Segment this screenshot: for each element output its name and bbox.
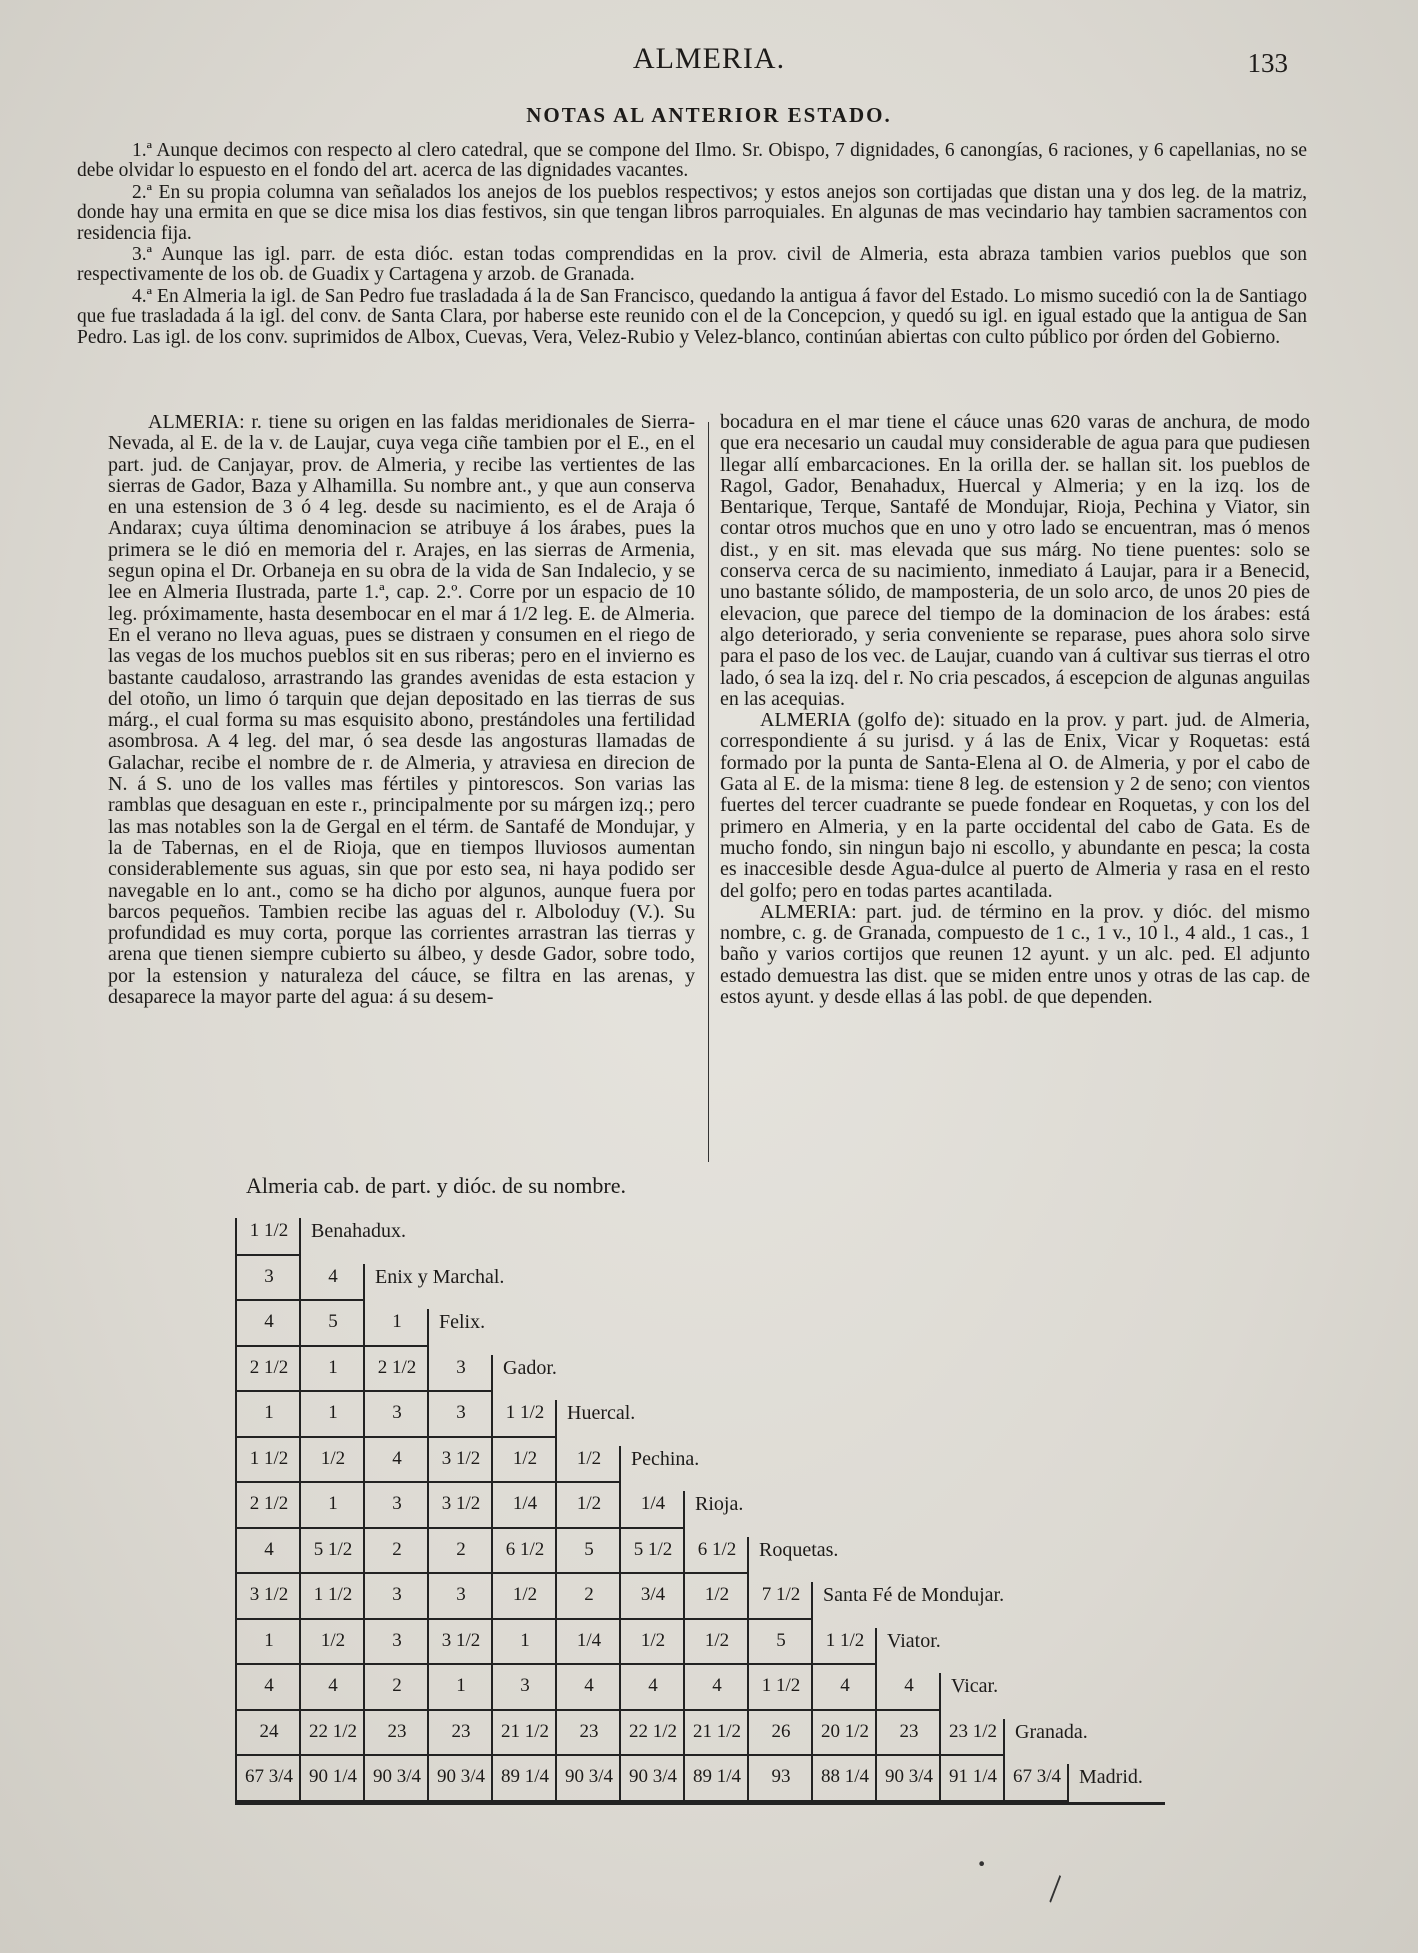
note-3: 3.ª Aunque las igl. parr. de esta dióc. estan todas comprendidas en la prov. civil de Almeria, esta abraza tambien varios pueblos que son respectivamente de los ob. de Guadix y Cartagena y arzob. de Granada. <box>77 244 1307 286</box>
town-name: Madrid. <box>1079 1766 1143 1788</box>
table-cell: 89 1/4 <box>692 1766 742 1787</box>
table-cell: 90 1/4 <box>308 1766 358 1787</box>
table-cell: 3 1/2 <box>441 1629 481 1651</box>
column-divider <box>708 422 709 1162</box>
table-cell: 1 <box>264 1402 274 1423</box>
table-cell: 90 3/4 <box>564 1766 614 1787</box>
table-cell: 1/2 <box>320 1629 346 1651</box>
table-cell: 1 <box>328 1402 338 1423</box>
table-cell: 23 <box>899 1720 919 1742</box>
town-name: Benahadux. <box>311 1220 406 1242</box>
table-caption: Almeria cab. de part. y dióc. de su nombre. <box>246 1173 626 1198</box>
table-cell: 3 <box>264 1265 274 1287</box>
page-number: 133 <box>1247 48 1288 78</box>
table-cell: 4 <box>648 1675 658 1696</box>
gulf-almeria-entry: ALMERIA (golfo de): situado en la prov. y part. jud. de Almeria, correspondiente á su jurisd. y á las de Enix, Vicar y Roquetas: está formado por la punta de Santa-Elena al O. de Almeria, y por el cabo de Gata al E. de la misma: tiene 8 leg. de estension y 2 de seno; con vientos fuertes del tercer cuadrante se puede fondear en Roquetas, y con los del primero en Almeria, y en la parte occidental del cabo de Gata. Es de mucho fondo, sin ningun bajo ni escollo, y abundante en pesca; la costa es inaccesible desde Agua-dulce al puerto de Almeria y rasa en el resto del golfo; pero en todas partes acantilada. <box>720 709 1310 902</box>
table-column-rule <box>427 1309 429 1802</box>
river-almeria-entry: ALMERIA: r. tiene su origen en las faldas meridionales de Sierra-Nevada, al E. de la v. de Laujar, cuya vega ciñe tambien por el E., en el part. jud. de Canjayar, prov. de Almeria, y recibe las vertientes de las sierras de Gador, Baza y Alhamilla. Su nombre ant., y que aun conserva en una estension de 3 ó 4 leg. desde su nacimiento, es el de Araja ó Andarax; cuya última denominacion se atribuye á los árabes, pues la primera se le dió en memoria del r. Arajes, en las sierras de Armenia, segun opina el Dr. Orbaneja en su obra de la vida de San Indalecio, y se lee en Almeria Ilustrada, parte 1.ª, cap. 2.º. Corre por un espacio de 10 leg. próximamente, hasta desembocar en el mar á 1/2 leg. E. de Almeria. En el verano no lleva aguas, pues se distraen y consumen en el riego de las vegas de los muchos pueblos sit en sus riberas; pero en el invierno es bastante caudaloso, arrastrando las grandes avenidas de esta estacion y del otoño, un limo ó tarquin que dejan depositado en las tierras de sus márg., el cual forma su mas esquisito abono, prestándoles una fertilidad asombrosa. A 4 leg. del mar, ó sea desde las angosturas llamadas de Galachar, recibe el nombre de r. de Almeria, y atraviesa en direcion de N. á S. uno de los valles mas fértiles y pintorescos. Son varias las ramblas que desaguan en este r., principalmente por su márgen izq.; pero las mas notables son la de Gergal en el térm. de Santafé de Mondujar, y la de Tabernas, en el de Rioja, que en tiempos lluviosos aumentan considerablemente sus aguas, sin que por esto sea, ni haya podido ser navegable en lo ant., como se ha dicho por algunos, aunque fuera por barcos pequeños. Tambien recibe las aguas del r. Alboloduy (V.). Su profundidad es muy corta, porque las corrientes arrastran las tierras y arena que tienen siempre cubierto su álbeo, y desde Gador, sobre todo, por la estension y naturaleza del cáuce, se filtra en las arenas, y desaparece la mayor parte del agua: á su desem- <box>108 411 695 1009</box>
table-column-rule <box>235 1218 237 1802</box>
table-cell: 90 3/4 <box>372 1766 422 1787</box>
table-cell: 3 <box>392 1584 402 1605</box>
table-cell: 5 <box>328 1311 338 1332</box>
town-name: Vicar. <box>951 1675 999 1697</box>
district-almeria-entry: ALMERIA: part. jud. de término en la prov. y dióc. del mismo nombre, c. g. de Granada, compuesto de 1 c., 1 v., 10 l., 4 ald., 1 cas., 1 baño y varios cortijos que reunen 12 ayunt. y un alc. ped. El adjunto estado demuestra las dist. que se miden entre unos y otras de las cap. de estos ayunt. y desde ellas á las pobl. de que dependen. <box>720 900 1310 1009</box>
page-header <box>0 42 1418 88</box>
town-name: Viator. <box>887 1629 941 1652</box>
table-cell: 1 <box>328 1356 338 1378</box>
table-cell: 3 <box>456 1584 466 1605</box>
table-cell: 2 1/2 <box>377 1356 417 1378</box>
table-cell: 23 <box>387 1720 407 1742</box>
table-cell: 67 3/4 <box>244 1766 294 1787</box>
table-cell: 2 <box>392 1675 402 1696</box>
right-column <box>720 412 1310 1008</box>
table-cell: 6 1/2 <box>505 1538 545 1560</box>
table-cell: 3 <box>392 1493 402 1514</box>
table-cell: 4 <box>392 1447 402 1469</box>
table-cell: 2 1/2 <box>249 1356 289 1378</box>
table-cell: 4 <box>840 1675 850 1696</box>
town-name: Felix. <box>439 1311 486 1333</box>
town-name: Gador. <box>503 1356 557 1379</box>
table-column-rule <box>747 1537 749 1802</box>
table-cell: 1 1/2 <box>825 1629 865 1651</box>
table-cell: 4 <box>584 1675 594 1696</box>
table-cell: 1/2 <box>704 1629 730 1651</box>
table-bottom-rule <box>235 1802 1165 1805</box>
table-cell: 93 <box>771 1766 791 1787</box>
table-cell: 91 1/4 <box>948 1766 998 1787</box>
table-cell: 3 <box>392 1402 402 1423</box>
table-cell: 1/2 <box>320 1447 346 1469</box>
table-cell: 26 <box>771 1720 791 1742</box>
table-cell: 4 <box>904 1675 914 1696</box>
town-name: Santa Fé de Mondujar. <box>823 1584 1005 1606</box>
ink-mark: \ <box>1036 1867 1075 1910</box>
left-column <box>108 412 695 1008</box>
running-title: ALMERIA. <box>632 42 786 75</box>
table-cell: 1 <box>328 1493 338 1514</box>
note-1: 1.ª Aunque decimos con respecto al clero catedral, que se compone del Ilmo. Sr. Obispo, 7 dignidades, 6 canongías, 6 raciones, y 6 capellanias, no se debe olvidar lo espuesto en el fondo del art. acerca de las dignidades vacantes. <box>77 140 1307 182</box>
town-name: Roquetas. <box>759 1538 839 1561</box>
table-cell: 4 <box>712 1675 722 1696</box>
town-name: Enix y Marchal. <box>375 1265 505 1288</box>
table-cell: 3 1/2 <box>249 1584 289 1605</box>
table-cell: 4 <box>264 1675 274 1696</box>
table-cell: 2 <box>456 1538 466 1560</box>
table-column-rule <box>491 1355 493 1802</box>
table-cell: 4 <box>264 1311 274 1332</box>
table-cell: 89 1/4 <box>500 1766 550 1787</box>
table-column-rule <box>555 1400 557 1802</box>
table-cell: 1/2 <box>576 1493 602 1514</box>
table-cell: 1 1/2 <box>505 1402 545 1423</box>
table-cell: 20 1/2 <box>820 1720 870 1742</box>
table-cell: 90 3/4 <box>436 1766 486 1787</box>
table-cell: 7 1/2 <box>761 1584 801 1605</box>
table-cell: 1 <box>456 1675 466 1696</box>
table-column-rule <box>363 1264 365 1802</box>
table-column-rule <box>1003 1719 1005 1802</box>
table-cell: 1 1/2 <box>249 1220 289 1241</box>
table-cell: 2 <box>584 1584 594 1605</box>
table-cell: 1/2 <box>512 1447 538 1469</box>
table-cell: 1 <box>264 1629 274 1651</box>
table-column-rule <box>939 1673 941 1802</box>
table-cell: 3 <box>392 1629 402 1651</box>
table-cell: 1/2 <box>640 1629 666 1651</box>
table-cell: 3 1/2 <box>441 1447 481 1469</box>
table-column-rule <box>1067 1764 1069 1802</box>
notes-heading: NOTAS AL ANTERIOR ESTADO. <box>526 103 892 127</box>
table-cell: 2 1/2 <box>249 1493 289 1514</box>
table-cell: 88 1/4 <box>820 1766 870 1787</box>
table-cell: 1 1/2 <box>313 1584 353 1605</box>
table-cell: 23 <box>579 1720 599 1742</box>
table-cell: 1 1/2 <box>761 1675 801 1696</box>
table-cell: 1 1/2 <box>249 1447 289 1469</box>
river-almeria-continued: bocadura en el mar tiene el cáuce unas 620 varas de anchura, de modo que era necesario un caudal muy considerable de agua para que pudiesen llegar allí embarcaciones. En la orilla der. se hallan sit. los pueblos de Ragol, Gador, Benahadux, Huercal y Almeria; y en la izq. los de Bentarique, Terque, Santafé de Mondujar, Rioja, Pechina y Viator, sin contar otros muchos que en uno y otro lado se encuentran, mas ó menos dist., y en sit. mas elevada que sus márg. No tiene puentes: solo se conserva cerca de su nacimiento, inmediato á Laujar, para ir a Benecid, uno bastante sólido, de mamposteria, de un solo arco, de unos 20 pies de elevacion, que parece del tiempo de la dominacion de los árabes: está algo deteriorado, y seria conveniente se reparase, pues ahora solo sirve para el paso de los vec. de Laujar, cuando van á cultivar sus tierras el otro lado, ó sea la izq. del r. No cria pescados, á escepcion de algunas anguilas en las acequias. <box>720 411 1310 710</box>
table-cell: 1 <box>520 1629 530 1651</box>
table-cell: 90 3/4 <box>628 1766 678 1787</box>
table-column-rule <box>683 1491 685 1802</box>
table-cell: 1/4 <box>576 1629 602 1651</box>
table-column-rule <box>875 1628 877 1802</box>
table-cell: 3 <box>456 1402 466 1423</box>
town-name: Rioja. <box>695 1493 744 1515</box>
table-cell: 67 3/4 <box>1012 1766 1062 1787</box>
table-cell: 22 1/2 <box>628 1720 678 1742</box>
table-cell: 3 <box>456 1356 466 1378</box>
table-cell: 2 <box>392 1538 402 1560</box>
table-column-rule <box>299 1218 301 1802</box>
table-cell: 1/2 <box>704 1584 730 1605</box>
table-column-rule <box>811 1582 813 1802</box>
table-cell: 23 <box>451 1720 471 1742</box>
table-cell: 4 <box>264 1538 274 1560</box>
table-cell: 1/2 <box>512 1584 538 1605</box>
table-cell: 1/4 <box>512 1493 538 1514</box>
table-cell: 6 1/2 <box>697 1538 737 1560</box>
notes-block <box>77 141 1307 349</box>
town-name: Pechina. <box>631 1447 700 1470</box>
table-cell: 4 <box>328 1265 338 1287</box>
table-cell: 5 1/2 <box>313 1538 353 1560</box>
table-column-rule <box>619 1446 621 1802</box>
note-4: 4.ª En Almeria la igl. de San Pedro fue trasladada á la de San Francisco, quedando la antigua á favor del Estado. Lo mismo sucedió con la de Santiago que fue trasladada á la igl. del conv. de Santa Clara, por haberse este reunido con el de la Concepcion, y quedó su igl. en igual estado que la antigua de San Pedro. Las igl. de los conv. suprimidos de Albox, Cuevas, Vera, Velez-Rubio y Velez-blanco, continúan abiertas con culto público por órden del Gobierno. <box>77 285 1307 348</box>
table-cell: 21 1/2 <box>692 1720 742 1742</box>
distance-table <box>235 1210 1165 1805</box>
table-cell: 90 3/4 <box>884 1766 934 1787</box>
table-cell: 3/4 <box>640 1584 666 1605</box>
table-cell: 4 <box>328 1675 338 1696</box>
table-cell: 3 <box>520 1675 530 1696</box>
table-cell: 3 1/2 <box>441 1493 481 1514</box>
town-name: Granada. <box>1015 1720 1088 1743</box>
town-name: Huercal. <box>567 1402 636 1424</box>
table-cell: 21 1/2 <box>500 1720 550 1742</box>
note-2: 2.ª En su propia columna van señalados los anejos de los pueblos respectivos; y estos anejos son cortijadas que distan una y dos leg. de la matriz, donde hay una ermita en que se dice misa los dias festivos, sin que tengan libros parroquiales. En algunas de mas vecindario hay tambien sacramentos con residencia fija. <box>77 181 1307 244</box>
table-cell: 1/2 <box>576 1447 602 1469</box>
table-cell: 1/4 <box>640 1493 666 1514</box>
table-cell: 24 <box>259 1720 279 1742</box>
table-cell: 23 1/2 <box>948 1720 998 1742</box>
table-cell: 22 1/2 <box>308 1720 358 1742</box>
table-cell: 5 <box>584 1538 594 1560</box>
table-cell: 5 <box>776 1629 786 1651</box>
table-cell: 5 1/2 <box>633 1538 673 1560</box>
ink-mark: · <box>975 1841 989 1886</box>
table-cell: 1 <box>392 1311 402 1332</box>
